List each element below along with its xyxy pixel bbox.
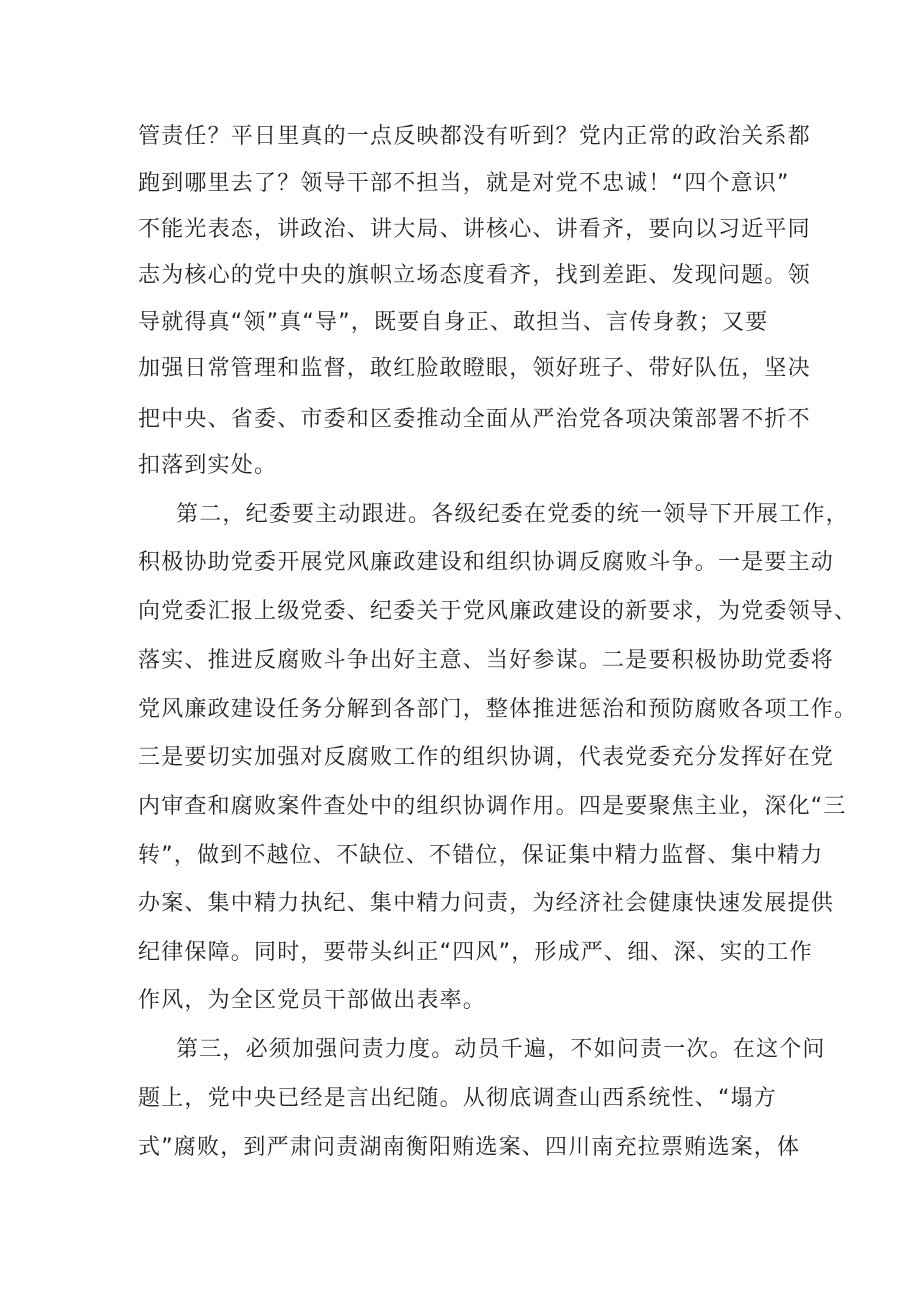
text-line: 把中央、省委、市委和区委推动全面从严治党各项决策部署不折不 bbox=[138, 407, 811, 432]
text-line: 式”腐败，到严肃问责湖南衡阳贿选案、四川南充拉票贿选案，体 bbox=[138, 1135, 801, 1160]
text-line: 内审查和腐败案件查处中的组织协调作用。四是要聚焦主业，深化“三 bbox=[138, 794, 847, 819]
text-line: 题上，党中央已经是言出纪随。从彻底调查山西系统性、“塌方 bbox=[138, 1086, 777, 1111]
text-line: 积极协助党委开展党风廉政建设和组织协调反腐败斗争。一是要主动 bbox=[138, 550, 835, 575]
text-line: 作风，为全区党员干部做出表率。 bbox=[138, 988, 487, 1013]
text-line: 纪律保障。同时，要带头纠正“四风”，形成严、细、深、实的工作 bbox=[138, 940, 813, 965]
paragraph-start-line: 第三，必须加强问责力度。动员千遍，不如问责一次。在这个问 bbox=[176, 1037, 826, 1062]
paragraph-start-line: 第二，纪委要主动跟进。各级纪委在党委的统一领导下开展工作， bbox=[176, 502, 849, 527]
text-line: 向党委汇报上级党委、纪委关于党风廉政建设的新要求，为党委领导、 bbox=[138, 599, 858, 624]
text-line: 跑到哪里去了？领导干部不担当，就是对党不忠诚！“四个意识” bbox=[138, 171, 790, 196]
text-line: 三是要切实加强对反腐败工作的组织协调，代表党委充分发挥好在党 bbox=[138, 745, 835, 770]
text-line: 转”，做到不越位、不缺位、不错位，保证集中精力监督、集中精力 bbox=[138, 843, 824, 868]
text-line: 办案、集中精力执纪、集中精力问责，为经济社会健康快速发展提供 bbox=[138, 891, 835, 916]
text-line: 志为核心的党中央的旗帜立场态度看齐，找到差距、发现问题。领 bbox=[138, 263, 811, 288]
text-line: 管责任？平日里真的一点反映都没有听到？党内正常的政治关系都 bbox=[138, 124, 811, 149]
text-line: 导就得真“领”真“导”，既要自身正、敢担当、言传身教；又要 bbox=[138, 310, 769, 335]
text-line: 不能光表态，讲政治、讲大局、讲核心、讲看齐，要向以习近平同 bbox=[138, 217, 811, 242]
text-line: 党风廉政建设任务分解到各部门，整体推进惩治和预防腐败各项工作。 bbox=[138, 697, 858, 722]
text-line: 加强日常管理和监督，敢红脸敢瞪眼，领好班子、带好队伍，坚决 bbox=[138, 356, 811, 381]
text-line: 落实、推进反腐败斗争出好主意、当好参谋。二是要积极协助党委将 bbox=[138, 648, 835, 673]
text-line: 扣落到实处。 bbox=[138, 453, 278, 478]
